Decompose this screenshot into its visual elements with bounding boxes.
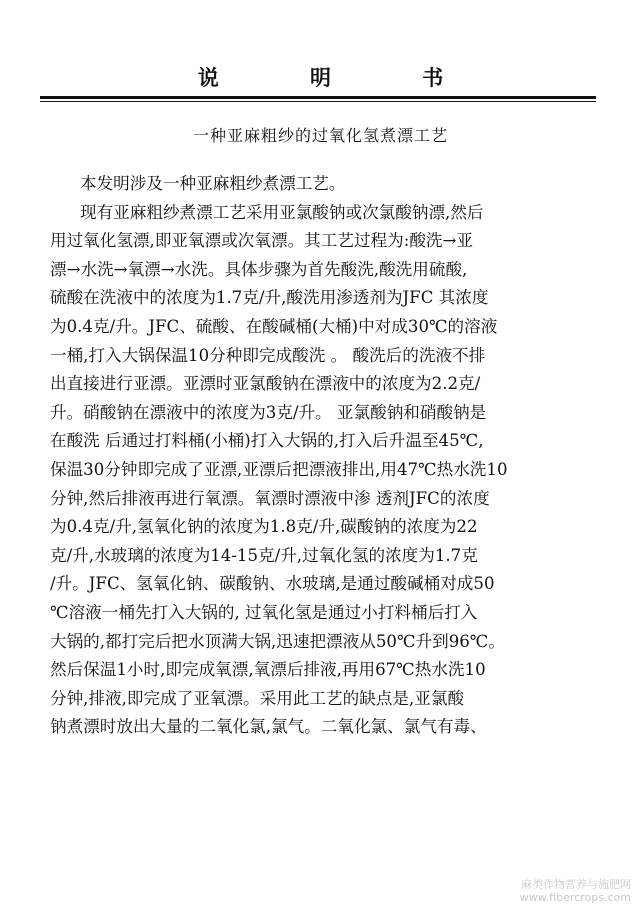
body-line: 一桶,打入大锅保温10分种即完成酸洗 。 酸洗后的洗液不排 <box>50 345 486 365</box>
body-line: 硫酸在洗液中的浓度为1.7克/升,酸洗用渗透剂为JFC 其浓度 <box>50 288 489 308</box>
body-line: 用过氧化氢漂,即亚氧漂或次氧漂。其工艺过程为:酸洗→亚 <box>50 231 474 251</box>
body-line: 出直接进行亚漂。亚漂时亚氯酸钠在漂液中的浓度为2.2克/ <box>50 374 481 394</box>
watermark <box>520 878 631 904</box>
body-line: 分钟,然后排液再进行氧漂。氧漂时漂液中渗 透剂JFC的浓度 <box>50 488 490 508</box>
body-line: 现有亚麻粗纱煮漂工艺采用亚氯酸钠或次氯酸钠漂,然后 <box>80 202 484 222</box>
body-line: 本发明涉及一种亚麻粗纱煮漂工艺。 <box>80 174 346 193</box>
body-line: 为0.4克/升。JFC、硫酸、在酸碱桶(大桶)中对成30℃的溶液 <box>50 316 498 336</box>
watermark-line-1: 麻类作物营养与施肥网 <box>521 878 631 891</box>
watermark-line-2: www.fibercrops.com <box>519 891 631 904</box>
body-line: 为0.4克/升,氢氧化钠的浓度为1.8克/升,碳酸钠的浓度为22 <box>50 517 478 537</box>
body-line: 大锅的,都打完后把水顶满大锅,迅速把漂液从50℃升到96℃。 <box>50 631 505 651</box>
body-line: 漂→水洗→氧漂→水洗。具体步骤为首先酸洗,酸洗用硫酸, <box>50 259 468 279</box>
body-line: 钠煮漂时放出大量的二氧化氯,氯气。二氧化氯、氯气有毒、 <box>50 717 487 737</box>
body-line: /升。JFC、氢氧化钠、碳酸钠、水玻璃,是通过酸碱桶对成50 <box>50 574 495 594</box>
body-line: 保温30分钟即完成了亚漂,亚漂后把漂液排出,用47℃热水洗10 <box>50 459 508 479</box>
document-body <box>50 170 606 742</box>
document-subtitle: 一种亚麻粗纱的过氧化氢煮漂工艺 <box>192 126 448 145</box>
body-line: 然后保温1小时,即完成氧漂,氧漂后排液,再用67℃热水洗10 <box>50 660 486 680</box>
body-line: 克/升,水玻璃的浓度为14-15克/升,过氧化氢的浓度为1.7克 <box>50 545 478 565</box>
body-line: ℃溶液一桶先打入大锅的, 过氧化氢是通过小打料桶后打入 <box>50 602 478 622</box>
body-line: 分钟,排液,即完成了亚氧漂。采用此工艺的缺点是,亚氯酸 <box>50 688 465 708</box>
title-rule-thick <box>40 96 596 99</box>
page-title: 说 明 书 <box>197 66 486 90</box>
title-rule-thin <box>40 101 596 102</box>
body-line: 升。硝酸钠在漂液中的浓度为3克/升。 亚氯酸钠和硝酸钠是 <box>50 402 487 422</box>
body-line: 在酸洗 后通过打料桶(小桶)打入大锅的,打入后升温至45℃, <box>50 431 484 451</box>
